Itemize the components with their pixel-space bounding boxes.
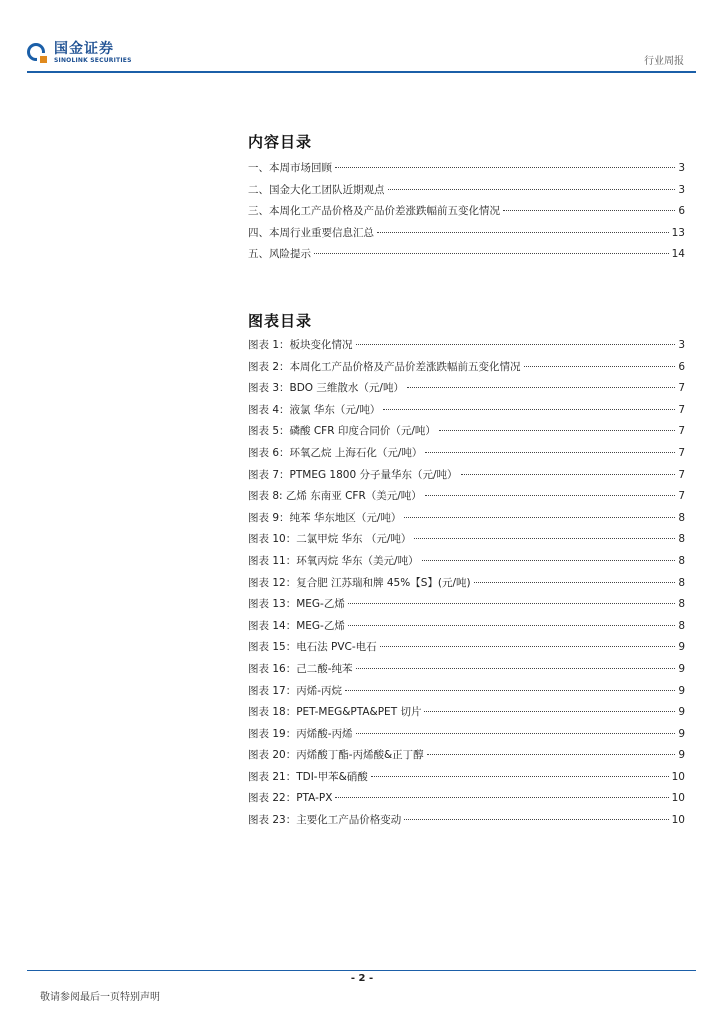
figure-entry[interactable]	[248, 702, 685, 724]
contents-entry-page: 14	[671, 248, 685, 261]
footer-disclaimer: 敬请参阅最后一页特别声明	[40, 992, 160, 1003]
figure-entry[interactable]	[248, 810, 685, 832]
figure-entry-label: 图表 22：PTA-PX	[248, 792, 333, 805]
figure-entry-label: 图表 2：本周化工产品价格及产品价差涨跌幅前五变化情况	[248, 360, 521, 373]
figure-entry-page: 9	[678, 706, 685, 719]
figure-entry[interactable]	[248, 335, 685, 357]
figure-entry[interactable]	[248, 465, 685, 487]
contents-entry[interactable]	[248, 158, 685, 180]
figure-entry[interactable]	[248, 681, 685, 703]
figure-entry-page: 3	[678, 339, 685, 351]
figure-entry[interactable]	[248, 378, 685, 400]
figure-entry-page: 8	[678, 619, 685, 632]
dot-leader	[356, 344, 676, 345]
contents-entry-page: 6	[678, 205, 685, 218]
figure-entry[interactable]	[248, 637, 685, 659]
figure-entry[interactable]	[248, 421, 685, 443]
figure-entry-page: 7	[678, 403, 685, 416]
figure-entry-page: 8	[678, 576, 685, 589]
figure-entry-page: 8	[678, 511, 685, 524]
figure-entry-label: 图表 8: 乙烯 东南亚 CFR（美元/吨）	[248, 490, 422, 503]
page-header	[0, 0, 724, 75]
figure-entry-page: 9	[678, 684, 685, 697]
logo-english-name: SINOLINK SECURITIES	[54, 57, 132, 64]
figure-entry-label: 图表 21：TDI-甲苯&硝酸	[248, 770, 368, 783]
dot-leader	[503, 210, 675, 211]
dot-leader	[377, 232, 669, 233]
figure-entry-label: 图表 7：PTMEG 1800 分子量华东（元/吨）	[248, 468, 458, 481]
report-type-label: 行业周报	[644, 56, 684, 67]
dot-leader	[425, 495, 676, 496]
dot-leader	[388, 189, 676, 190]
figure-entry-label: 图表 6：环氧乙烷 上海石化（元/吨）	[248, 446, 423, 459]
dot-leader	[425, 452, 675, 453]
contents-title: 内容目录	[248, 133, 313, 151]
figure-entry-page: 7	[678, 468, 685, 481]
figure-entry[interactable]	[248, 551, 685, 573]
figure-entry-label: 图表 12：复合肥 江苏瑞和牌 45%【S】(元/吨)	[248, 576, 471, 589]
figure-entry[interactable]	[248, 573, 685, 595]
figure-entry[interactable]	[248, 443, 685, 465]
dot-leader	[348, 625, 675, 626]
contents-entry[interactable]	[248, 180, 685, 202]
figure-entry-page: 8	[678, 554, 685, 567]
dot-leader	[461, 474, 676, 475]
figure-entry-page: 8	[678, 533, 685, 546]
figure-entry[interactable]	[248, 486, 685, 508]
figure-entry[interactable]	[248, 508, 685, 530]
figure-entry-label: 图表 4：液氯 华东（元/吨）	[248, 403, 381, 416]
figure-entry[interactable]	[248, 616, 685, 638]
figure-entry-label: 图表 15：电石法 PVC-电石	[248, 641, 377, 654]
contents-entry-label: 三、本周化工产品价格及产品价差涨跌幅前五变化情况	[248, 205, 500, 218]
dot-leader	[404, 517, 675, 518]
figure-entry-label: 图表 17：丙烯-丙烷	[248, 684, 342, 697]
logo-chinese-name: 国金证券	[54, 41, 114, 57]
dot-leader	[356, 668, 676, 669]
dot-leader	[439, 430, 675, 431]
figures-title: 图表目录	[248, 312, 313, 330]
contents-list	[248, 158, 685, 266]
figures-list	[248, 335, 685, 832]
figure-entry-page: 7	[678, 425, 685, 438]
contents-entry-page: 3	[678, 183, 685, 196]
dot-leader	[422, 560, 676, 561]
figure-entry-page: 10	[671, 792, 685, 805]
figure-entry-label: 图表 16：己二酸-纯苯	[248, 662, 353, 675]
figure-entry[interactable]	[248, 400, 685, 422]
figure-entry[interactable]	[248, 594, 685, 616]
figure-entry-label: 图表 10：二氯甲烷 华东 （元/吨）	[248, 533, 412, 546]
dot-leader	[348, 603, 675, 604]
figure-entry[interactable]	[248, 745, 685, 767]
contents-entry-label: 一、本周市场回顾	[248, 162, 332, 174]
dot-leader	[314, 253, 669, 254]
figure-entry[interactable]	[248, 357, 685, 379]
dot-leader	[414, 538, 675, 539]
figure-entry-label: 图表 23：主要化工产品价格变动	[248, 814, 402, 827]
figure-entry-page: 7	[678, 490, 685, 503]
figure-entry-label: 图表 20：丙烯酸丁酯-丙烯酸&正丁醇	[248, 749, 424, 762]
figure-entry[interactable]	[248, 659, 685, 681]
figure-entry-page: 9	[678, 749, 685, 762]
figure-entry-label: 图表 18：PET-MEG&PTA&PET 切片	[248, 706, 422, 719]
figure-entry[interactable]	[248, 767, 685, 789]
dot-leader	[404, 819, 668, 820]
figure-entry-page: 10	[671, 814, 685, 827]
contents-entry-label: 五、风险提示	[248, 248, 311, 261]
contents-entry[interactable]	[248, 244, 685, 266]
dot-leader	[335, 797, 668, 798]
figure-entry-label: 图表 11：环氧丙烷 华东（美元/吨）	[248, 554, 419, 567]
figure-entry-page: 9	[678, 727, 685, 740]
dot-leader	[383, 409, 675, 410]
figure-entry[interactable]	[248, 529, 685, 551]
dot-leader	[524, 366, 676, 367]
contents-entry[interactable]	[248, 201, 685, 223]
figure-entry[interactable]	[248, 788, 685, 810]
figure-entry[interactable]	[248, 724, 685, 746]
figure-entry-page: 10	[671, 770, 685, 783]
contents-entry-label: 四、本周行业重要信息汇总	[248, 226, 374, 239]
dot-leader	[356, 733, 676, 734]
contents-entry-page: 3	[678, 162, 685, 174]
figure-entry-label: 图表 1：板块变化情况	[248, 339, 353, 351]
figure-entry-page: 7	[678, 382, 685, 395]
contents-entry-label: 二、国金大化工团队近期观点	[248, 183, 385, 196]
dot-leader	[427, 754, 676, 755]
dot-leader	[424, 711, 675, 712]
dot-leader	[335, 167, 675, 168]
dot-leader	[371, 776, 669, 777]
dot-leader	[345, 690, 675, 691]
dot-leader	[380, 646, 676, 647]
figure-entry-label: 图表 3：BDO 三维散水（元/吨）	[248, 382, 404, 395]
contents-entry[interactable]	[248, 223, 685, 245]
header-divider	[27, 71, 696, 73]
footer-divider	[27, 970, 696, 971]
dot-leader	[407, 387, 675, 388]
figure-entry-page: 6	[678, 360, 685, 373]
figure-entry-label: 图表 9：纯苯 华东地区（元/吨）	[248, 511, 402, 524]
figure-entry-label: 图表 13：MEG-乙烯	[248, 598, 345, 611]
figure-entry-label: 图表 5：磷酸 CFR 印度合同价（元/吨）	[248, 425, 436, 438]
contents-entry-page: 13	[671, 226, 685, 239]
company-logo	[27, 42, 132, 65]
page-number: - 2 -	[350, 973, 374, 984]
figure-entry-page: 7	[678, 446, 685, 459]
figure-entry-label: 图表 14：MEG-乙烯	[248, 619, 345, 632]
logo-mark-icon	[27, 43, 49, 65]
figure-entry-page: 9	[678, 641, 685, 654]
figure-entry-page: 9	[678, 662, 685, 675]
figure-entry-page: 8	[678, 598, 685, 611]
figure-entry-label: 图表 19：丙烯酸-丙烯	[248, 727, 353, 740]
dot-leader	[474, 582, 676, 583]
